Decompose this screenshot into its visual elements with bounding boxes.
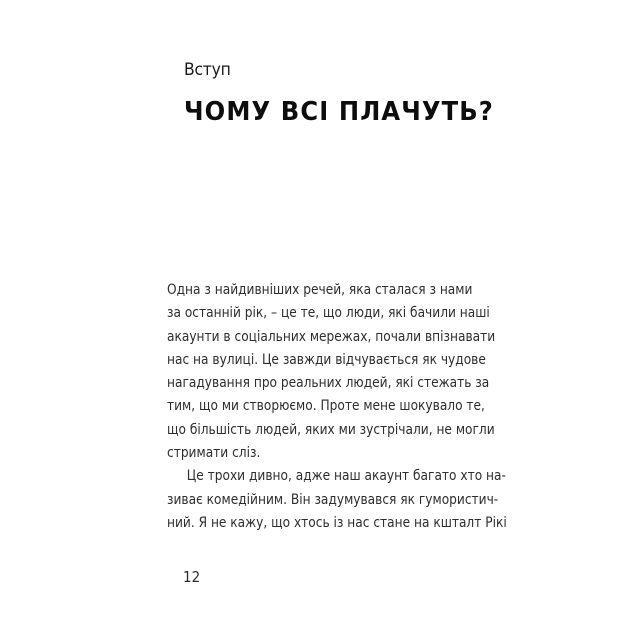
text-line: нагадування про реальних людей, які стежать за: [167, 375, 490, 392]
text-line: що більшість людей, яких ми зустрічали, не могли: [167, 421, 495, 438]
paragraph-2: [167, 465, 507, 535]
text-line: стримати сліз.: [167, 445, 261, 462]
text-line: Це трохи дивно, адже наш акаунт багато хто на-: [186, 468, 506, 485]
text-line: тим, що ми створюємо. Проте мене шокувало те,: [167, 398, 485, 415]
text-line: за останній рік, – це те, що люди, які бачили наші: [167, 305, 490, 322]
paragraph-1: [167, 279, 496, 465]
text-line: акаунти в соціальних мережах, почали впізнавати: [167, 328, 496, 345]
section-label: Вступ: [184, 60, 231, 80]
page-number: 12: [183, 568, 201, 586]
chapter-title: ЧОМУ ВСІ ПЛАЧУТЬ?: [184, 97, 494, 127]
text-line: зиває комедійним. Він задумувався як гумористич-: [167, 491, 499, 508]
body-text: [167, 279, 507, 535]
text-line: ний. Я не кажу, що хтось із нас стане на кшталт Рікі: [167, 514, 507, 531]
text-line: нас на вулиці. Це завжди відчувається як чудове: [167, 351, 486, 368]
text-line: Одна з найдивніших речей, яка сталася з нами: [167, 282, 473, 298]
